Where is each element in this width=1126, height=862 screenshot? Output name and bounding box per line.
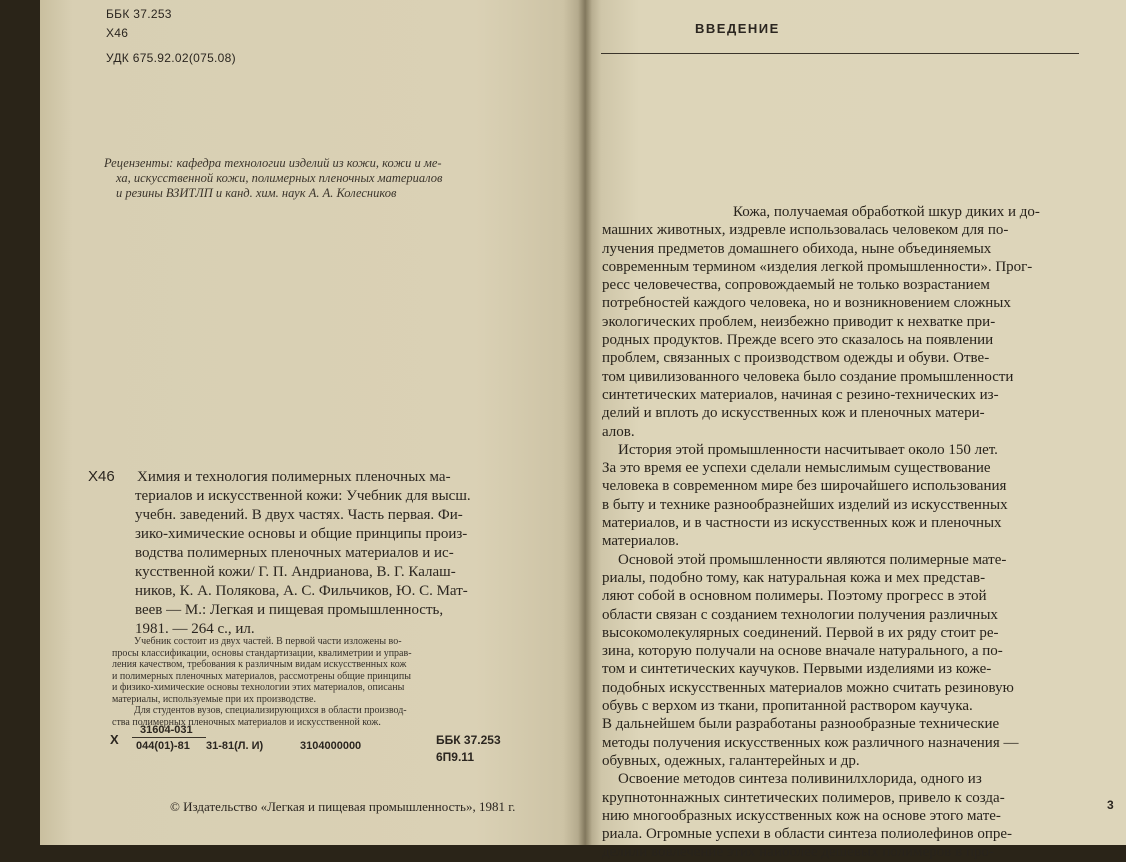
text-line: зина, которую получали на основе вначале натурального, а по- [602,643,1003,660]
text-line: в быту и технике разнообразнейших изделий из искусственных [602,496,1008,513]
text-line: делили вовлечение этих наиболее дешевых полимеров в про- [602,844,994,861]
text-line: делий и вплоть до искусственных кож и пленочных матери- [602,405,985,422]
imprint-x: Х [110,732,119,747]
imprint-series: 31-81(Л. И) [206,740,264,752]
text-line: потребностей каждого человека, но и возникновением сложных [602,295,1011,312]
annotation-line: ства полимерных пленочных материалов и искусственной кож. [112,716,381,728]
text-line: алов. [602,423,635,440]
text-line: обувь с верхом из ткани, пропитанной раствором каучука. [602,698,973,715]
annotation-line: Для студентов вузов, специализирующихся в области производ- [134,705,407,716]
bib-line: водства полимерных пленочных материалов и ис- [135,545,454,561]
text-line: проблем, связанных с производством одежды и обуви. Отве- [602,350,990,367]
left-page [40,0,585,845]
text-line: В дальнейшем были разработаны разнообразные технические [602,716,1000,733]
copyright-line: © Издательство «Легкая и пищевая промышленность», 1981 г. [170,799,516,814]
text-line: материалов. [602,533,680,550]
imprint-udc: 6П9.11 [436,750,474,764]
text-line: том цивилизованного человека было создание промышленности [602,368,1014,385]
text-line: Кожа, получаемая обработкой шкур диких и до- [733,204,1040,220]
page-number: 3 [1107,798,1114,812]
text-line: Освоение методов синтеза поливинилхлорида, одного из [618,771,982,788]
reviewers-line: ха, искусственной кожи, полимерных пленочных материалов [116,171,443,185]
text-line: экологических проблем, неизбежно приводит к нехватке при- [602,313,996,330]
text-line: нию многообразных искусственных кож на основе этого мате- [602,807,1001,824]
text-line: риала. Огромные успехи в области синтеза полиолефинов опре- [602,826,1013,843]
bib-line: учебн. заведений. В двух частях. Часть первая. Фи- [135,507,463,523]
text-line: методы получения искусственных кож различного назначения — [602,734,1019,751]
text-line: ресс человечества, сопровождаемый не только возрастанием [602,277,990,294]
udk-code: УДК 675.92.02(075.08) [106,51,236,65]
bib-line: зико-химические основы и общие принципы произ- [135,526,468,542]
annotation-line: просы классификации, основы стандартизации, квалиметрии и управ- [112,647,412,659]
text-line: человека в современном мире без широчайшего использования [602,478,1007,495]
reviewers-block [104,156,442,201]
bbk-code: ББК 37.253 [106,7,172,21]
heading-rule [601,53,1079,54]
text-line: крупнотоннажных синтетических полимеров, привело к созда- [602,789,1005,806]
reviewers-line: Рецензенты: кафедра технологии изделий из кожи, кожи и ме- [104,156,442,170]
bib-line: териалов и искусственной кожи: Учебник для высш. [135,488,471,504]
text-line: высокомолекулярных соединений. Первой в их ряду стоит ре- [602,624,999,641]
annotation-block [112,636,412,728]
annotation-line: и физико-химические основы технологии этих материалов, описаны [112,682,405,693]
classification-code: Х46 [106,26,129,40]
text-line: том и синтетических каучуков. Первыми изделиями из коже- [602,661,992,678]
bibliographic-entry [137,468,471,639]
imprint-number-bottom: 044(01)-81 [136,740,190,752]
text-line: синтетических материалов, начиная с резино-технических из- [602,386,999,403]
text-line: Основой этой промышленности являются полимерные мате- [618,551,1007,568]
imprint-code: 3104000000 [300,740,362,752]
text-line: риалы, подобно тому, как натуральная кожа и мех представ- [602,569,986,586]
bib-line: кусственной кожи/ Г. П. Андрианова, В. Г. Калаш- [135,564,456,580]
imprint-fraction-line [132,737,206,738]
annotation-line: материалы, используемые при их производстве. [112,693,316,705]
annotation-line: и полимерных пленочных материалов, рассмотрены общие принципы [112,670,411,682]
bib-line: 1981. — 264 с., ил. [135,621,255,637]
annotation-line: Учебник состоит из двух частей. В первой части изложены во- [134,636,402,647]
text-line: ляют собой в основном полимеры. Поэтому прогресс в этой [602,588,987,605]
text-line: машних животных, издревле использовалась человеком для по- [602,222,1009,239]
text-line: родных продуктов. Прежде всего это сказалось на появлении [602,332,994,349]
section-heading: ВВЕДЕНИЕ [695,21,780,36]
bib-line: ников, К. А. Полякова, А. С. Фильчиков, Ю. С. Мат- [135,583,468,599]
right-page [585,0,1126,861]
text-line: лучения предметов домашнего обихода, ныне объединяемых [602,240,992,257]
text-line: История этой промышленности насчитывает около 150 лет. [618,441,998,458]
reviewers-line: и резины ВЗИТЛП и канд. хим. наук А. А. Колесников [116,186,397,200]
annotation-line: ления качеством, требования к различным видам искусственных кож [112,659,407,670]
text-line: За это время ее успехи сделали немыслимым существование [602,460,991,477]
text-line: области связан с созданием технологии получения различных [602,606,998,623]
text-line: материалов, и в частности из искусственных кож и пленочных [602,515,1002,532]
text-line: подобных искусственных материалов можно считать резиновую [602,679,1014,696]
introduction-text [602,203,1040,862]
book-gutter [578,0,592,845]
text-line: современным термином «изделия легкой промышленности». Прог- [602,258,1033,275]
imprint-number-top: 31604-031 [140,724,193,736]
bib-line: веев — М.: Легкая и пищевая промышленность, [135,602,444,618]
entry-code: Х46 [88,468,115,485]
imprint-bbk: ББК 37.253 [436,733,501,747]
text-line: обувных, одежных, галантерейных и др. [602,752,860,769]
bib-line: Химия и технология полимерных пленочных ма- [137,469,451,485]
